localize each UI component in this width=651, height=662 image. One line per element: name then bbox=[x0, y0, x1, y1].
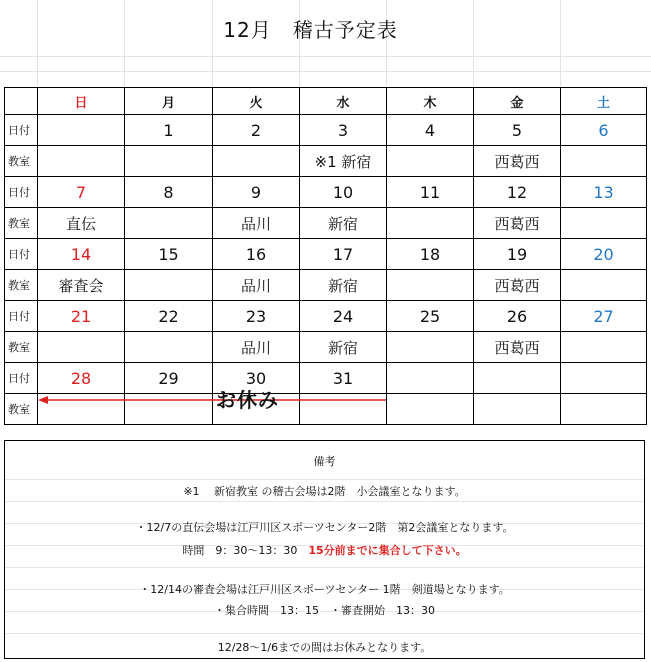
room-cell bbox=[387, 208, 474, 239]
date-row-label: 日付 bbox=[5, 115, 38, 146]
room-cell bbox=[561, 394, 647, 425]
date-row bbox=[5, 177, 647, 208]
weekday-tuesday: 火 bbox=[213, 88, 300, 115]
room-cell bbox=[213, 146, 300, 177]
date-row-label: 日付 bbox=[5, 239, 38, 270]
corner-cell bbox=[5, 88, 38, 115]
date-cell: 26 bbox=[474, 301, 561, 332]
date-cell: 8 bbox=[125, 177, 213, 208]
room-row bbox=[5, 270, 647, 301]
room-cell: 西葛西 bbox=[474, 332, 561, 363]
room-cell: 西葛西 bbox=[474, 146, 561, 177]
date-cell: 19 bbox=[474, 239, 561, 270]
date-row-label: 日付 bbox=[5, 363, 38, 394]
room-cell: 新宿 bbox=[300, 332, 387, 363]
date-cell: 11 bbox=[387, 177, 474, 208]
room-row-label: 教室 bbox=[5, 332, 38, 363]
date-row-label: 日付 bbox=[5, 301, 38, 332]
date-cell: 10 bbox=[300, 177, 387, 208]
room-cell: ※1 新宿 bbox=[300, 146, 387, 177]
date-cell: 3 bbox=[300, 115, 387, 146]
weekday-header-row bbox=[5, 88, 647, 115]
date-cell: 12 bbox=[474, 177, 561, 208]
date-row bbox=[5, 115, 647, 146]
date-row bbox=[5, 301, 647, 332]
note-line-2: ・12/7の直伝会場は江戸川区スポーツセンター2階 第2会議室となります。 bbox=[135, 521, 514, 534]
date-cell bbox=[561, 363, 647, 394]
room-cell: 西葛西 bbox=[474, 208, 561, 239]
weekday-wednesday: 水 bbox=[300, 88, 387, 115]
holiday-arrow bbox=[36, 382, 388, 418]
room-cell bbox=[474, 394, 561, 425]
date-cell: 21 bbox=[38, 301, 125, 332]
date-cell: 17 bbox=[300, 239, 387, 270]
date-cell: 27 bbox=[561, 301, 647, 332]
date-cell: 28 bbox=[38, 363, 125, 394]
date-cell: 20 bbox=[561, 239, 647, 270]
note-line-6: 12/28〜1/6までの間はお休みとなります。 bbox=[217, 641, 432, 654]
room-cell: 審査会 bbox=[38, 270, 125, 301]
room-row bbox=[5, 332, 647, 363]
room-cell bbox=[387, 332, 474, 363]
note-line-3 bbox=[5, 542, 644, 558]
room-row-label: 教室 bbox=[5, 146, 38, 177]
date-cell bbox=[38, 115, 125, 146]
date-cell: 29 bbox=[125, 363, 213, 394]
room-row-label: 教室 bbox=[5, 394, 38, 425]
room-cell bbox=[38, 146, 125, 177]
note-time-text: 時間 9：30〜13：30 bbox=[182, 544, 309, 557]
date-cell: 14 bbox=[38, 239, 125, 270]
date-cell: 22 bbox=[125, 301, 213, 332]
date-cell: 6 bbox=[561, 115, 647, 146]
date-row-label: 日付 bbox=[5, 177, 38, 208]
room-cell bbox=[387, 270, 474, 301]
date-cell: 24 bbox=[300, 301, 387, 332]
room-cell: 新宿 bbox=[300, 270, 387, 301]
date-cell: 5 bbox=[474, 115, 561, 146]
weekday-saturday: 土 bbox=[561, 88, 647, 115]
date-cell: 30 bbox=[213, 363, 300, 394]
date-cell: 9 bbox=[213, 177, 300, 208]
room-cell bbox=[125, 208, 213, 239]
date-cell: 31 bbox=[300, 363, 387, 394]
notes-box bbox=[4, 440, 645, 659]
schedule-calendar bbox=[4, 87, 647, 425]
room-row-label: 教室 bbox=[5, 208, 38, 239]
room-row bbox=[5, 208, 647, 239]
date-cell: 2 bbox=[213, 115, 300, 146]
room-cell: 直伝 bbox=[38, 208, 125, 239]
weekday-thursday: 木 bbox=[387, 88, 474, 115]
note-line-5: ・集合時間 13：15 ・審査開始 13：30 bbox=[214, 604, 435, 617]
page-title: 12月 稽古予定表 bbox=[223, 18, 398, 42]
room-cell: 品川 bbox=[213, 208, 300, 239]
note-line-4: ・12/14の審査会場は江戸川区スポーツセンター 1階 剣道場となります。 bbox=[139, 583, 510, 596]
holiday-label: お休み bbox=[216, 388, 279, 412]
room-cell bbox=[125, 332, 213, 363]
room-cell bbox=[125, 270, 213, 301]
date-cell: 25 bbox=[387, 301, 474, 332]
room-cell: 品川 bbox=[213, 332, 300, 363]
note-emphasis: 15分前までに集合して下さい。 bbox=[308, 544, 467, 557]
room-row bbox=[5, 146, 647, 177]
date-cell: 23 bbox=[213, 301, 300, 332]
room-cell: 新宿 bbox=[300, 208, 387, 239]
date-cell bbox=[474, 363, 561, 394]
date-cell bbox=[387, 363, 474, 394]
room-cell bbox=[561, 146, 647, 177]
room-cell bbox=[387, 394, 474, 425]
room-cell: 西葛西 bbox=[474, 270, 561, 301]
room-cell bbox=[561, 208, 647, 239]
date-cell: 13 bbox=[561, 177, 647, 208]
date-cell: 18 bbox=[387, 239, 474, 270]
date-row bbox=[5, 239, 647, 270]
date-cell: 16 bbox=[213, 239, 300, 270]
room-cell bbox=[38, 332, 125, 363]
date-cell: 1 bbox=[125, 115, 213, 146]
notes-heading: 備考 bbox=[313, 455, 336, 468]
note-line-1: ※1 新宿教室 の稽古会場は2階 小会議室となります。 bbox=[183, 485, 466, 498]
room-cell bbox=[125, 146, 213, 177]
date-cell: 15 bbox=[125, 239, 213, 270]
date-cell: 4 bbox=[387, 115, 474, 146]
room-row-label: 教室 bbox=[5, 270, 38, 301]
weekday-sunday: 日 bbox=[38, 88, 125, 115]
room-cell bbox=[561, 332, 647, 363]
weekday-monday: 月 bbox=[125, 88, 213, 115]
weekday-friday: 金 bbox=[474, 88, 561, 115]
room-cell bbox=[561, 270, 647, 301]
date-cell: 7 bbox=[38, 177, 125, 208]
room-cell: 品川 bbox=[213, 270, 300, 301]
room-cell bbox=[387, 146, 474, 177]
